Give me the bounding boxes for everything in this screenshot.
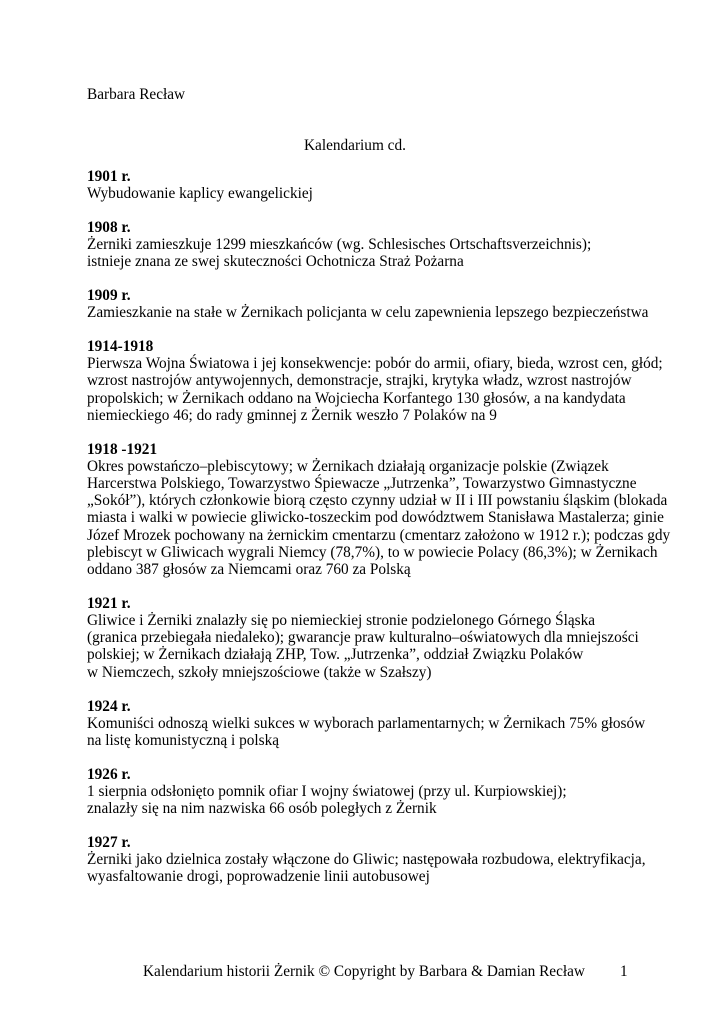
calendar-entry <box>87 287 647 321</box>
document-title: Kalendarium cd. <box>304 137 406 154</box>
entry-text-line: Żerniki jako dzielnica zostały włączone do Gliwic; następowała rozbudowa, elektryfikacja, <box>87 851 646 869</box>
entry-text-line: Żerniki zamieszkuje 1299 mieszkańców (wg. Schlesisches Ortschaftsverzeichnis); <box>87 236 592 253</box>
entry-text-line: Okres powstańczo–plebiscytowy; w Żernikach działają organizacje polskie (Związek <box>87 457 609 475</box>
entry-text-line: propolskich; w Żernikach oddano na Wojciecha Korfantego 130 głosów, a na kandydata <box>87 389 626 407</box>
entry-text-line: w Niemczech, szkoły mniejszościowe (także w Szałszy) <box>87 663 432 681</box>
entry-year: 1924 r. <box>87 697 131 715</box>
entry-year: 1918 -1921 <box>87 440 158 458</box>
entry-text-line: Komuniści odnoszą wielki sukces w wyborach parlamentarnych; w Żernikach 75% głosów <box>87 714 646 732</box>
entry-year: 1926 r. <box>87 765 131 783</box>
entry-text-line: istnieje znana ze swej skuteczności Ochotnicza Straż Pożarna <box>87 253 464 271</box>
entry-text-line: znalazły się na nim nazwiska 66 osób poległych z Żernik <box>87 800 437 818</box>
calendar-entry <box>87 440 671 579</box>
calendar-entry <box>87 766 647 817</box>
entry-text-line: Harcerstwa Polskiego, Towarzystwo Śpiewacze „Jutrzenka”, Towarzystwo Gimnastyczne <box>87 475 637 493</box>
entry-text-line: Wybudowanie kaplicy ewangelickiej <box>87 185 313 202</box>
entry-year: 1901 r. <box>87 168 131 185</box>
entry-year: 1909 r. <box>87 287 131 305</box>
page-number: 1 <box>620 963 628 980</box>
calendar-entries <box>87 168 671 902</box>
entry-text-line: Gliwice i Żerniki znalazły się po niemieckiej stronie podzielonego Górnego Śląska <box>87 612 596 630</box>
page-footer: Kalendarium historii Żernik © Copyright by Barbara & Damian Recław <box>143 963 585 980</box>
entry-year: 1908 r. <box>87 219 131 236</box>
calendar-entry <box>87 168 647 202</box>
calendar-entry <box>87 834 647 885</box>
calendar-entry <box>87 595 647 681</box>
entry-year: 1921 r. <box>87 595 131 613</box>
entry-text-line: oddano 387 głosów za Niemcami oraz 760 za Polską <box>87 561 411 579</box>
calendar-entry <box>87 698 647 749</box>
entry-text-line: Zamieszkanie na stałe w Żernikach policjanta w celu zapewnienia lepszego bezpieczeństwa <box>87 304 649 322</box>
entry-text-line: Pierwsza Wojna Światowa i jej konsekwencje: pobór do armii, ofiary, bieda, wzrost cen, głód; <box>87 355 663 373</box>
entry-year: 1927 r. <box>87 834 131 852</box>
entry-text-line: wzrost nastrojów antywojennych, demonstracje, strajki, krytyka władz, wzrost nastrojów <box>87 372 632 390</box>
calendar-entry <box>87 219 647 270</box>
entry-text-line: polskiej; w Żernikach działają ZHP, Tow. „Jutrzenka”, oddział Związku Polaków <box>87 646 584 664</box>
entry-year: 1914-1918 <box>87 338 154 356</box>
entry-text-line: na listę komunistyczną i polską <box>87 731 280 749</box>
entry-text-line: „Sokół”), których członkowie biorą często czynny udział w II i III powstaniu śląskim (blokada <box>87 492 668 510</box>
entry-text-line: (granica przebiegała niedaleko); gwarancje praw kulturalno–oświatowych dla mniejszości <box>87 629 639 647</box>
author-name: Barbara Recław <box>87 86 186 103</box>
entry-text-line: wyasfaltowanie drogi, poprowadzenie linii autobusowej <box>87 868 430 886</box>
calendar-entry <box>87 338 663 424</box>
entry-text-line: 1 sierpnia odsłonięto pomnik ofiar I wojny światowej (przy ul. Kurpiowskiej); <box>87 782 567 800</box>
entry-text-line: Józef Mrozek pochowany na żernickim cmentarzu (cmentarz założono w 1912 r.); podczas gdy <box>87 526 671 544</box>
entry-text-line: niemieckiego 46; do rady gminnej z Żernik weszło 7 Polaków na 9 <box>87 406 497 424</box>
entry-text-line: plebiscyt w Gliwicach wygrali Niemcy (78,7%), to w powiecie Polacy (86,3%); w Żernikach <box>87 543 658 561</box>
entry-text-line: miasta i walki w powiecie gliwicko-toszeckim pod dowództwem Stanisława Mastalerza; ginie <box>87 509 664 527</box>
